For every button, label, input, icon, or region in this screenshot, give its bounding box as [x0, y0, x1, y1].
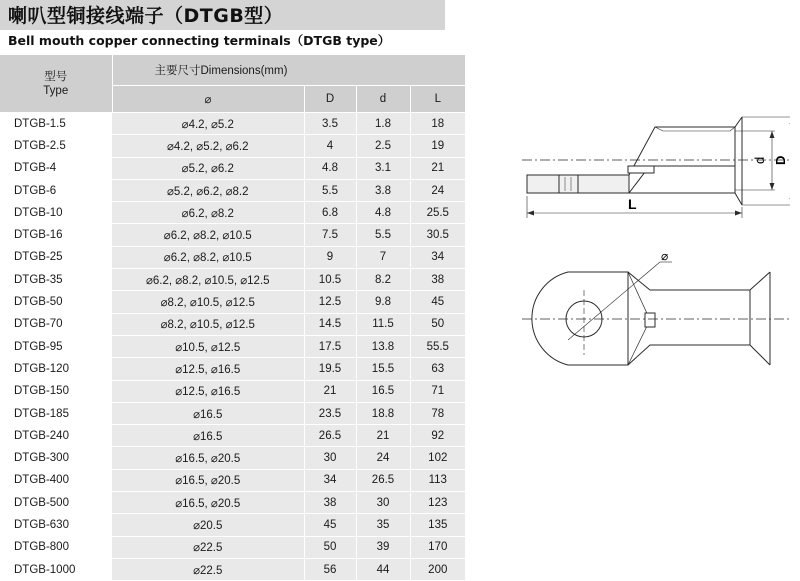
type-header-en: Type	[43, 84, 69, 97]
table-row	[0, 246, 465, 268]
type-header-zh: 型号	[44, 70, 68, 83]
table-row	[0, 202, 465, 224]
outer-diameter-cell: 10.5	[304, 269, 356, 291]
inner-diameter-cell: 30	[356, 492, 410, 514]
length-cell: 50	[410, 313, 465, 335]
inner-diameter-cell: 8.2	[356, 269, 410, 291]
bolt-hole-cell: ⌀16.5, ⌀20.5	[112, 447, 304, 469]
length-cell: 123	[410, 492, 465, 514]
top-view	[522, 262, 790, 365]
L-dimension-label: L	[628, 196, 637, 212]
L-column-header: L	[410, 86, 465, 113]
inner-diameter-cell: 11.5	[356, 313, 410, 335]
table-row	[0, 179, 465, 201]
type-cell: DTGB-95	[0, 335, 112, 357]
bolt-hole-cell: ⌀5.2, ⌀6.2	[112, 157, 304, 179]
length-cell: 78	[410, 402, 465, 424]
length-cell: 135	[410, 514, 465, 536]
table-row	[0, 335, 465, 357]
type-cell: DTGB-2.5	[0, 135, 112, 157]
bolt-hole-cell: ⌀8.2, ⌀10.5, ⌀12.5	[112, 291, 304, 313]
bolt-hole-cell: ⌀16.5, ⌀20.5	[112, 492, 304, 514]
inner-diameter-cell: 35	[356, 514, 410, 536]
bolt-hole-cell: ⌀4.2, ⌀5.2	[112, 113, 304, 135]
outer-diameter-cell: 50	[304, 536, 356, 558]
length-cell: 30.5	[410, 224, 465, 246]
type-cell: DTGB-35	[0, 269, 112, 291]
table-row	[0, 402, 465, 424]
length-cell: 24	[410, 179, 465, 201]
outer-diameter-cell: 3.5	[304, 113, 356, 135]
d-column-header: d	[356, 86, 410, 113]
bolt-hole-cell: ⌀6.2, ⌀8.2, ⌀10.5, ⌀12.5	[112, 269, 304, 291]
table-row	[0, 157, 465, 179]
inner-diameter-cell: 26.5	[356, 469, 410, 491]
bolt-hole-cell: ⌀8.2, ⌀10.5, ⌀12.5	[112, 313, 304, 335]
length-cell: 25.5	[410, 202, 465, 224]
table-row	[0, 291, 465, 313]
table-row	[0, 558, 465, 580]
table-row	[0, 425, 465, 447]
type-column-header	[0, 55, 112, 113]
phi-dimension-label: ⌀	[661, 249, 669, 263]
length-cell: 113	[410, 469, 465, 491]
bolt-hole-cell: ⌀4.2, ⌀5.2, ⌀6.2	[112, 135, 304, 157]
type-cell: DTGB-50	[0, 291, 112, 313]
bolt-hole-cell: ⌀12.5, ⌀16.5	[112, 380, 304, 402]
inner-diameter-cell: 9.8	[356, 291, 410, 313]
outer-diameter-cell: 4	[304, 135, 356, 157]
table-row	[0, 269, 465, 291]
length-cell: 200	[410, 558, 465, 580]
outer-diameter-cell: 56	[304, 558, 356, 580]
type-cell: DTGB-1.5	[0, 113, 112, 135]
type-cell: DTGB-4	[0, 157, 112, 179]
type-cell: DTGB-630	[0, 514, 112, 536]
dimensions-table-body	[0, 113, 465, 581]
type-cell: DTGB-25	[0, 246, 112, 268]
inner-diameter-cell: 13.8	[356, 335, 410, 357]
type-cell: DTGB-240	[0, 425, 112, 447]
bolt-hole-cell: ⌀16.5	[112, 402, 304, 424]
table-row	[0, 358, 465, 380]
outer-diameter-cell: 21	[304, 380, 356, 402]
inner-diameter-cell: 7	[356, 246, 410, 268]
length-cell: 21	[410, 157, 465, 179]
outer-diameter-cell: 38	[304, 492, 356, 514]
length-cell: 34	[410, 246, 465, 268]
table-row	[0, 447, 465, 469]
bolt-hole-cell: ⌀12.5, ⌀16.5	[112, 358, 304, 380]
inner-diameter-cell: 18.8	[356, 402, 410, 424]
inner-diameter-cell: 24	[356, 447, 410, 469]
type-cell: DTGB-120	[0, 358, 112, 380]
table-row	[0, 224, 465, 246]
length-cell: 71	[410, 380, 465, 402]
type-cell: DTGB-70	[0, 313, 112, 335]
outer-diameter-cell: 30	[304, 447, 356, 469]
inner-diameter-cell: 4.8	[356, 202, 410, 224]
outer-diameter-cell: 12.5	[304, 291, 356, 313]
type-cell: DTGB-500	[0, 492, 112, 514]
table-row	[0, 469, 465, 491]
outer-diameter-cell: 26.5	[304, 425, 356, 447]
inner-diameter-cell: 2.5	[356, 135, 410, 157]
outer-diameter-cell: 7.5	[304, 224, 356, 246]
table-row	[0, 536, 465, 558]
bolt-hole-cell: ⌀6.2, ⌀8.2	[112, 202, 304, 224]
D-dimension-label: D	[773, 155, 788, 165]
outer-diameter-cell: 9	[304, 246, 356, 268]
outer-diameter-cell: 45	[304, 514, 356, 536]
table-row	[0, 313, 465, 335]
length-cell: 92	[410, 425, 465, 447]
bolt-hole-cell: ⌀22.5	[112, 536, 304, 558]
title-bar	[0, 0, 445, 30]
inner-diameter-cell: 44	[356, 558, 410, 580]
bolt-hole-cell: ⌀20.5	[112, 514, 304, 536]
side-view	[522, 117, 790, 218]
outer-diameter-cell: 17.5	[304, 335, 356, 357]
page-title: 喇叭型铜接线端子（DTGB型）	[8, 5, 284, 27]
length-cell: 102	[410, 447, 465, 469]
table-row	[0, 380, 465, 402]
bolt-hole-cell: ⌀5.2, ⌀6.2, ⌀8.2	[112, 179, 304, 201]
length-cell: 55.5	[410, 335, 465, 357]
inner-diameter-cell: 3.8	[356, 179, 410, 201]
outer-diameter-cell: 34	[304, 469, 356, 491]
terminal-drawing	[505, 105, 790, 370]
table-row	[0, 492, 465, 514]
dimensions-table	[0, 55, 465, 581]
page-subtitle: Bell mouth copper connecting terminals（DTGB type）	[8, 33, 391, 48]
length-cell: 45	[410, 291, 465, 313]
length-cell: 63	[410, 358, 465, 380]
table-row	[0, 135, 465, 157]
type-cell: DTGB-150	[0, 380, 112, 402]
phi-column-header: ⌀	[112, 86, 304, 113]
bolt-hole-cell: ⌀22.5	[112, 558, 304, 580]
length-cell: 19	[410, 135, 465, 157]
inner-diameter-cell: 21	[356, 425, 410, 447]
type-cell: DTGB-800	[0, 536, 112, 558]
type-cell: DTGB-16	[0, 224, 112, 246]
bolt-hole-cell: ⌀6.2, ⌀8.2, ⌀10.5	[112, 246, 304, 268]
D-column-header: D	[304, 86, 356, 113]
type-cell: DTGB-10	[0, 202, 112, 224]
table-row	[0, 113, 465, 135]
length-cell: 170	[410, 536, 465, 558]
inner-diameter-cell: 1.8	[356, 113, 410, 135]
outer-diameter-cell: 23.5	[304, 402, 356, 424]
inner-diameter-cell: 15.5	[356, 358, 410, 380]
length-cell: 38	[410, 269, 465, 291]
type-cell: DTGB-1000	[0, 558, 112, 580]
length-cell: 18	[410, 113, 465, 135]
outer-diameter-cell: 19.5	[304, 358, 356, 380]
outer-diameter-cell: 5.5	[304, 179, 356, 201]
dimensions-group-header: 主要尺寸Dimensions(mm)	[112, 55, 465, 86]
type-cell: DTGB-6	[0, 179, 112, 201]
d-dimension-label: d	[752, 156, 767, 164]
table-row	[0, 514, 465, 536]
inner-diameter-cell: 39	[356, 536, 410, 558]
type-cell: DTGB-300	[0, 447, 112, 469]
bolt-hole-cell: ⌀16.5	[112, 425, 304, 447]
outer-diameter-cell: 14.5	[304, 313, 356, 335]
outer-diameter-cell: 4.8	[304, 157, 356, 179]
inner-diameter-cell: 16.5	[356, 380, 410, 402]
bolt-hole-cell: ⌀10.5, ⌀12.5	[112, 335, 304, 357]
type-cell: DTGB-185	[0, 402, 112, 424]
bolt-hole-cell: ⌀16.5, ⌀20.5	[112, 469, 304, 491]
bolt-hole-cell: ⌀6.2, ⌀8.2, ⌀10.5	[112, 224, 304, 246]
inner-diameter-cell: 5.5	[356, 224, 410, 246]
outer-diameter-cell: 6.8	[304, 202, 356, 224]
inner-diameter-cell: 3.1	[356, 157, 410, 179]
type-cell: DTGB-400	[0, 469, 112, 491]
